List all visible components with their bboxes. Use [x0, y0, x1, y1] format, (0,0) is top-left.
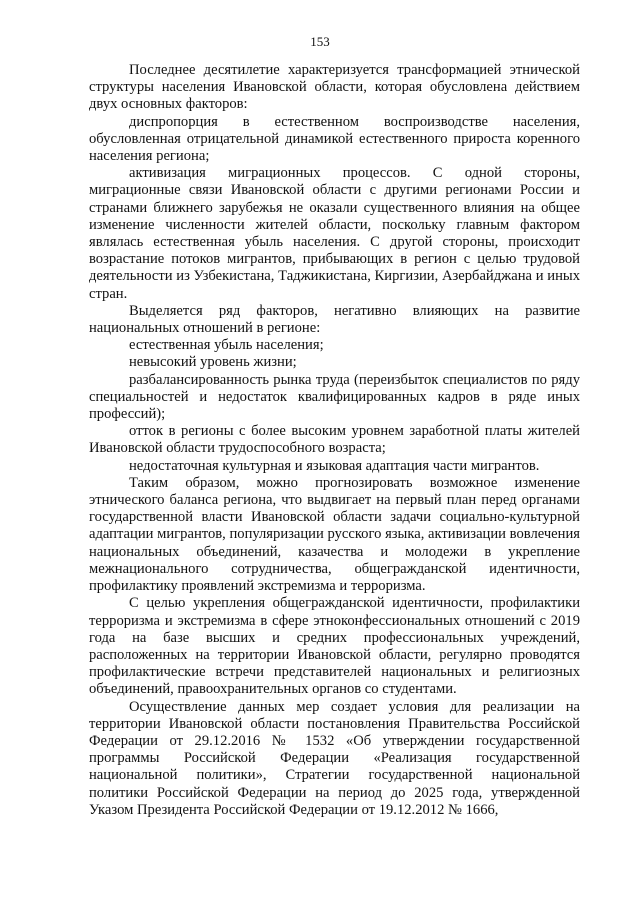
- body-text: [89, 62, 580, 819]
- paragraph-negative-factors: Выделяется ряд факторов, негативно влияющих на развитие национальных отношений в регионе:: [89, 302, 580, 337]
- paragraph-factor-2: активизация миграционных процессов. С одной стороны, миграционные связи Ивановской области с другими регионами России и странами ближнего зарубежья не оказали существенного влияния на общее изменение численности жителей области, поскольку главным фактором являлась естественная убыль населения. С другой стороны, происходит возрастание потоков мигрантов, прибывающих в регион с целью трудовой деятельности из Узбекистана, Таджикистана, Киргизии, Азербайджана и иных стран.: [89, 165, 580, 302]
- paragraph-prevention: С целью укрепления общегражданской идентичности, профилактики терроризма и экстремизма в сфере этноконфессиональных отношений с 2019 года на базе высших и средних профессиональных учреждений, расположенных на территории Ивановской области, регулярно проводятся профилактические встречи представителей национальных и религиозных объединений, правоохранительных органов со студентами.: [89, 595, 580, 698]
- list-item: отток в регионы с более высоким уровнем заработной платы жителей Ивановской области трудоспособного возраста;: [89, 423, 580, 457]
- paragraph-forecast: Таким образом, можно прогнозировать возможное изменение этнического баланса региона, что выдвигает на первый план перед органами государственной власти Ивановской области задачи социально-культурной адаптации мигрантов, популяризации русского языка, активизации вовлечения национальных объединений, казачества и молодежи в укрепление межнационального сотрудничества, общегражданской идентичности, профилактику проявлений экстремизма и терроризма.: [89, 474, 580, 595]
- paragraph-factor-1: диспропорция в естественном воспроизводстве населения, обусловленная отрицательной динамикой естественного прироста коренного населения региона;: [89, 113, 580, 165]
- list-item: разбалансированность рынка труда (переизбыток специалистов по ряду специальностей и недостаток квалифицированных кадров в ряде иных профессий);: [89, 371, 580, 423]
- paragraph-intro: Последнее десятилетие характеризуется трансформацией этнической структуры населения Ивановской области, которая обусловлена действием двух основных факторов:: [89, 62, 580, 113]
- paragraph-implementation: Осуществление данных мер создает условия для реализации на территории Ивановской области постановления Правительства Российской Федерации от 29.12.2016 № 1532 «Об утверждении государственной программы Российской Федерации «Реализация государственной национальной политики», Стратегии государственной национальной политики Российской Федерации на период до 2025 года, утвержденной Указом Президента Российской Федерации от 19.12.2012 № 1666,: [89, 698, 580, 818]
- list-item: недостаточная культурная и языковая адаптация части мигрантов.: [129, 457, 540, 474]
- list-item: естественная убыль населения;: [129, 337, 324, 354]
- list-item: невысокий уровень жизни;: [129, 354, 297, 371]
- page-number: 153: [310, 34, 330, 49]
